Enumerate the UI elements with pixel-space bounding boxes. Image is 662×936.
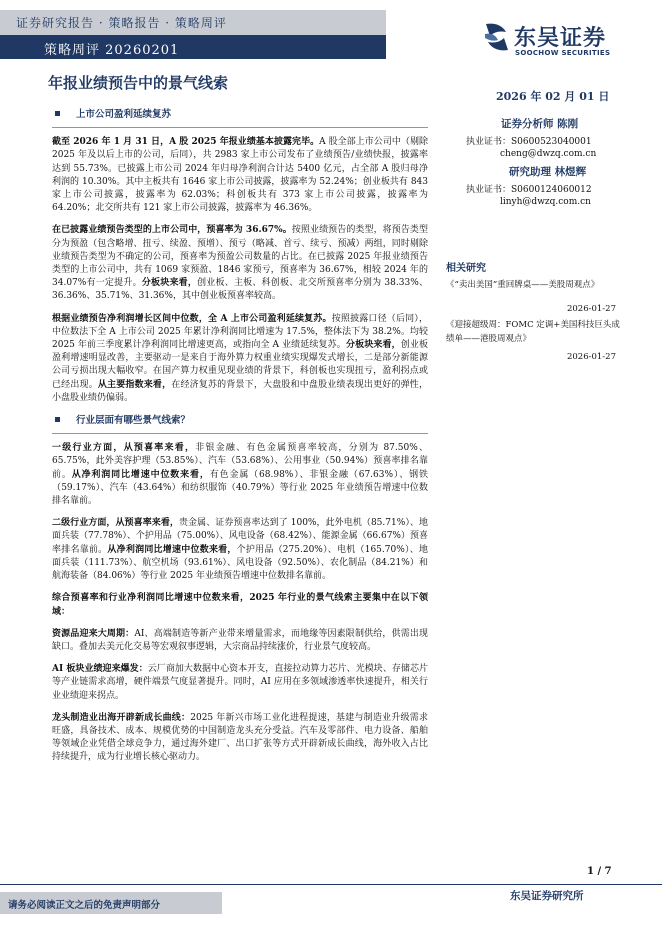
- related-research-date: 2026-01-27: [566, 352, 616, 362]
- section-heading-2: 行业层面有哪些景气线索？: [52, 414, 428, 427]
- assistant-name: 研究助理 林煜辉: [509, 166, 587, 178]
- section-heading-1: 上市公司盈利延续复苏: [52, 108, 428, 121]
- related-research-item[interactable]: 《迎接超级周：FOMC 定调+美国科技巨头成绩单——港股周观点》: [446, 320, 620, 344]
- disclaimer-text: 请务必阅读正文之后的免责声明部分: [8, 900, 161, 911]
- paragraph-2: 在已披露业绩预告类型的上市公司中，预喜率为 36.67%。按照业绩预告的类型，将预告类型分为预盈（包含略增、扭亏、续盈、预增）、预亏（略减、首亏、续亏、预减）两组，同时剔除业绩预告类型为不确定的公司，预喜率为预盈公司数量的占比。在已披露 2025 年报业绩预告类型的上市公司中，共有 1069 家预盈、1846 家预亏，预喜率为 36.67%，相较 2024 年的 34.07%有一定提升。分板块来看，创业板、主板、科创板、北交所预喜率分别为 38.33%、36.36%、35.71%、31.36%，其中创业板预喜率较高。: [52, 225, 428, 302]
- analyst-cert: 执业证书：S0600523040001: [466, 137, 592, 147]
- paragraph-4: 一级行业方面，从预喜率来看，非银金融、有色金属预喜率较高，分别为 87.50%、65.75%，此外美容护理（53.85%）、汽车（53.68%）、公用事业（50.94%）预喜率排名靠前。从净利润同比增速中位数来看，有色金属（68.98%）、非银金融（67.63%）、钢铁（59.17%）、汽车（43.64%）和纺织服饰（40.79%）等行业 2025 年业绩预告增速中位数排名靠前。: [52, 443, 428, 507]
- report-id-strip: [0, 35, 386, 59]
- report-category-bar: [0, 10, 386, 35]
- paragraph-7: 资源品迎来大周期：AI、高端制造等新产业带来增量需求，而地缘等因素限制供给，供需出现缺口。叠加去美元化交易等宏观叙事逻辑，大宗商品持续涨价，行业景气度较高。: [52, 628, 428, 652]
- disclaimer-bar: [0, 892, 222, 914]
- related-research-date: 2026-01-27: [566, 304, 616, 314]
- paragraph-9: 龙头制造业出海开辟新成长曲线：2025 年新兴市场工业化进程提速，基建与制造业升级需求旺盛，具备技术、成本、规模优势的中国制造龙头充分受益。汽车及零部件、电力设备、船舶等领域企业凭借全球竞争力，通过海外建厂、出口扩张等方式开辟新成长曲线，海外收入占比持续提升，成为行业增长核心驱动力。: [52, 712, 428, 763]
- analyst-email[interactable]: cheng@dwzq.com.cn: [500, 149, 597, 159]
- company-logo: [482, 20, 652, 64]
- related-research-heading: 相关研究: [446, 263, 486, 274]
- paragraph-6: 综合预喜率和行业净利润同比增速中位数来看，2025 年行业的景气线索主要集中在以下领域：: [52, 593, 428, 617]
- logo-mark-icon: [482, 20, 512, 54]
- paragraph-3: 根据业绩预告净利润增长区间中位数，全 A 上市公司盈利延续复苏。按照披露口径（后同），中位数法下全 A 上市公司 2025 年累计净利润同比增速为 17.5%，整体法下为 38.2%。均较 2025 年前三季度累计净利润同比增速更高，或指向全 A 业绩延续复苏。分板块来看，创业板盈利增速明显改善，主要驱动一是来自于海外算力权重业绩实现爆发式增长，二是部分新能源公司亏损出现大幅收窄。在国产算力权重见现业绩的背景下，科创板也实现扭亏，盈利拐点或已经出现。从主要指数来看，在经济复苏的背景下，大盘股和中盘股业绩表现出更好的弹性，小盘股业绩仍偏弱。: [52, 313, 428, 403]
- main-content: [52, 104, 428, 774]
- related-research-item[interactable]: 《“卖出美国”重回牌桌——美股周观点》: [446, 280, 600, 290]
- paragraph-1: 截至 2026 年 1 月 31 日，A 股 2025 年报业绩基本披露完毕。A 股全部上市公司中（剔除 2025 年及以后上市的公司，后同），共 2983 家上市公司发布了业绩预告/业绩快报，披露率达到 55.73%。已披露上市公司 2024 年归母净利润合计达 5400 亿元，占全部 A 股归母净利润的 10.30%。其中主板共有 1646 家上市公司披露，披露率为 52.24%；创业板共有 843 家上市公司披露，披露率为 62.03%；科创板共有 373 家上市公司披露，披露率为 64.20%；北交所共有 121 家上市公司披露，披露率为 46.36%。: [52, 137, 428, 214]
- assistant-email[interactable]: linyh@dwzq.com.cn: [500, 197, 591, 207]
- logo-name-en: SOOCHOW SECURITIES: [515, 49, 611, 57]
- analyst-name: 证券分析师 陈刚: [501, 118, 579, 130]
- divider: [52, 433, 428, 434]
- bullet-square-icon: [55, 417, 60, 422]
- page-title: 年报业绩预告中的景气线索: [48, 74, 229, 92]
- logo-name: 东吴证券: [514, 26, 607, 51]
- divider: [52, 127, 428, 128]
- sidebar: [446, 116, 626, 362]
- page-number: 1 / 7: [587, 866, 612, 877]
- footer-org: 东吴证券研究所: [510, 890, 584, 902]
- report-category: 证券研究报告 · 策略报告 · 策略周评: [16, 16, 227, 30]
- report-date: 2026 年 02 月 01 日: [496, 90, 610, 103]
- paragraph-8: AI 板块业绩迎来爆发：云厂商加大数据中心资本开支，直接拉动算力芯片、光模块、存储芯片等产业链需求高增，硬件端景气度显著提升。同时，AI 应用在多领域渗透率快速提升，相关行业业绩迎来拐点。: [52, 664, 428, 701]
- bullet-square-icon: [55, 111, 60, 116]
- paragraph-5: 二级行业方面，从预喜率来看，贵金属、证券预喜率达到了 100%，此外电机（85.71%）、地面兵装（77.78%）、个护用品（75.00%）、风电设备（68.42%）、能源金属（66.67%）预喜率排名靠前。从净利润同比增速中位数来看，个护用品（275.20%）、电机（165.70%）、地面兵装（111.73%）、航空机场（93.61%）、风电设备（92.50%）、农化制品（84.21%）和航海装备（84.06%）等行业 2025 年业绩预告增速中位数排名靠前。: [52, 518, 428, 582]
- assistant-cert: 执业证书：S0600124060012: [466, 185, 592, 195]
- report-id: 策略周评 20260201: [44, 43, 180, 58]
- footer-divider: [0, 884, 662, 885]
